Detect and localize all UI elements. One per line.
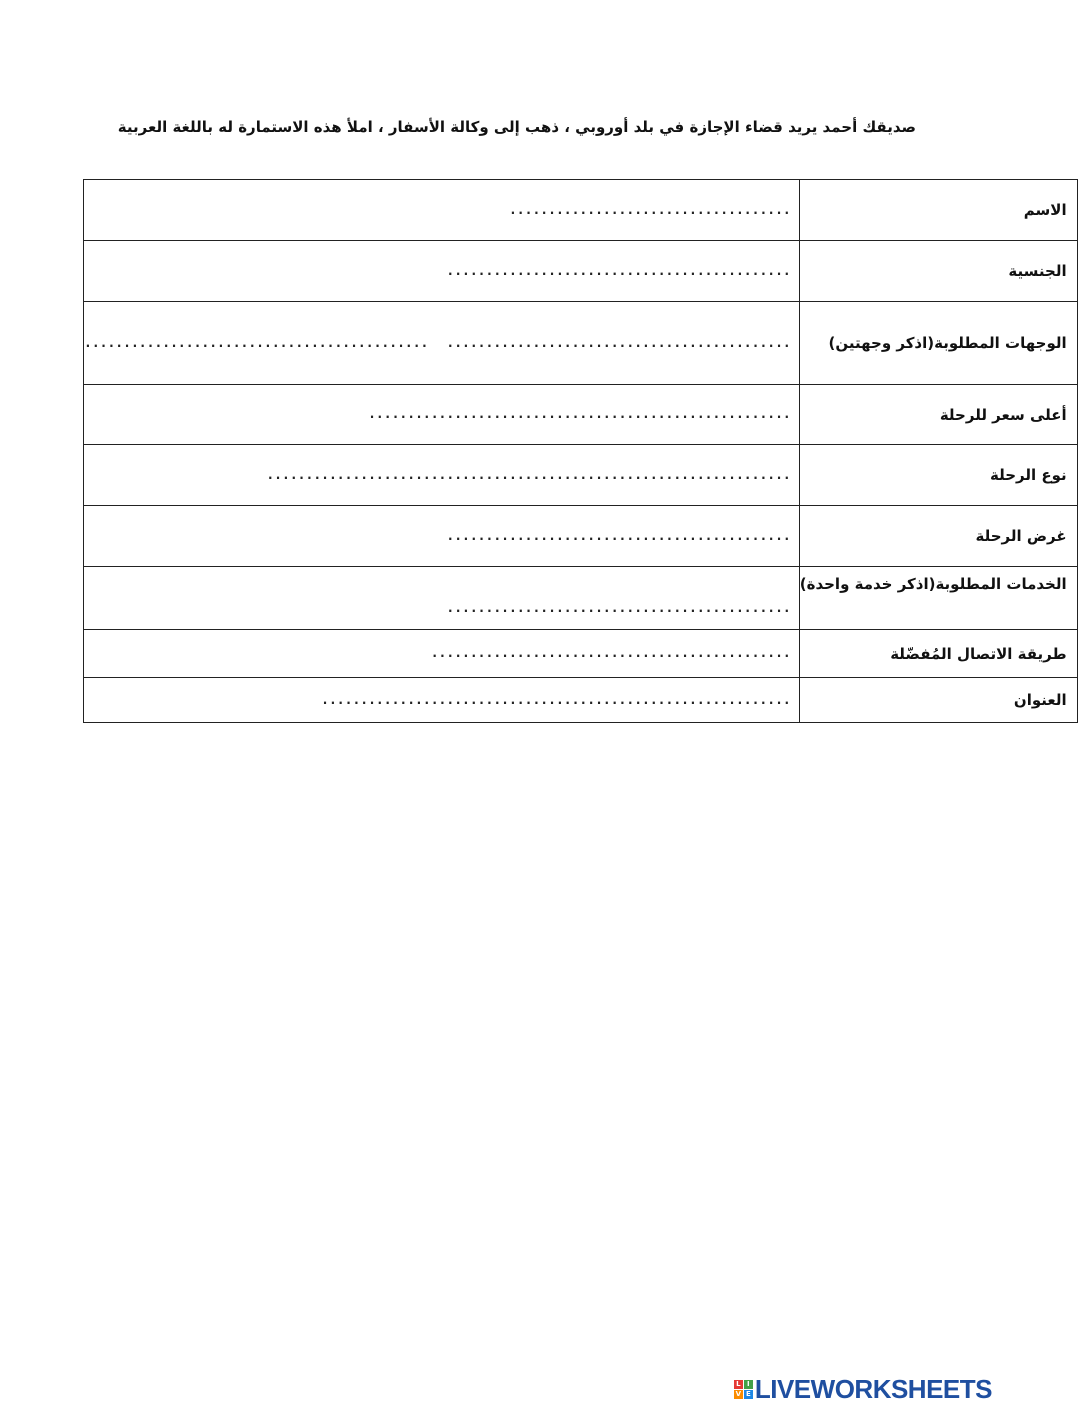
logo-mark-icon [734, 1380, 753, 1399]
form-row-destinations [84, 302, 1078, 385]
form-row-trip-purpose [84, 506, 1078, 567]
dotted-line: .............................................. [430, 646, 791, 661]
dotted-line: ...................................................... [368, 407, 791, 422]
form-row-trip-type [84, 445, 1078, 506]
dotted-line: ............................................ [446, 263, 791, 279]
field-label-contact-method: طريقة الاتصال المُفضّلة [799, 630, 1077, 678]
field-input-services[interactable] [84, 567, 800, 630]
field-label-destinations: الوجهات المطلوبة(اذكر وجهتين) [799, 302, 1077, 385]
field-label-trip-type: نوع الرحلة [799, 445, 1077, 506]
dotted-line: ............................................ [446, 528, 791, 544]
field-input-contact-method[interactable] [84, 630, 800, 678]
logo-mark-letter: L [734, 1380, 743, 1389]
field-label-max-price: أعلى سعر للرحلة [799, 385, 1077, 445]
logo-mark-letter: E [744, 1390, 753, 1399]
field-input-destinations[interactable] [84, 302, 800, 385]
form-row-address [84, 678, 1078, 723]
field-input-trip-purpose[interactable] [84, 506, 800, 567]
dotted-line-destination-1[interactable]: ............................................ [84, 335, 429, 351]
liveworksheets-logo[interactable] [734, 1374, 992, 1405]
form-row-max-price [84, 385, 1078, 445]
form-row-nationality [84, 241, 1078, 302]
field-label-address: العنوان [799, 678, 1077, 723]
form-row-contact-method [84, 630, 1078, 678]
dotted-line-destination-2[interactable]: ............................................ [446, 335, 791, 351]
travel-form-table [83, 179, 1078, 723]
field-label-services: الخدمات المطلوبة(اذكر خدمة واحدة) [799, 567, 1077, 630]
field-label-nationality: الجنسية [799, 241, 1077, 302]
dotted-line: ............................................................ [321, 692, 791, 708]
dotted-line: ............................................ [446, 600, 791, 616]
field-input-max-price[interactable] [84, 385, 800, 445]
form-row-services [84, 567, 1078, 630]
logo-mark-letter: V [735, 1390, 742, 1398]
instruction-text: صديقك أحمد يريد قضاء الإجازة في بلد أوروبي ، ذهب إلى وكالة الأسفار ، املأ هذه الاستمارة له باللغة العربية [117, 118, 916, 136]
field-label-trip-purpose: غرض الرحلة [799, 506, 1077, 567]
dotted-line: ................................................................... [266, 467, 791, 483]
logo-text: LIVEWORKSHEETS [754, 1374, 992, 1404]
form-row-name [84, 180, 1078, 241]
logo-mark-letter: I [744, 1380, 753, 1389]
field-input-trip-type[interactable] [84, 445, 800, 506]
field-input-nationality[interactable] [84, 241, 800, 302]
field-input-address[interactable] [84, 678, 800, 723]
destinations-dotted-pair [84, 336, 791, 351]
field-input-name[interactable] [84, 180, 800, 241]
field-label-name: الاسم [799, 180, 1077, 241]
dotted-line: .................................... [508, 202, 791, 218]
